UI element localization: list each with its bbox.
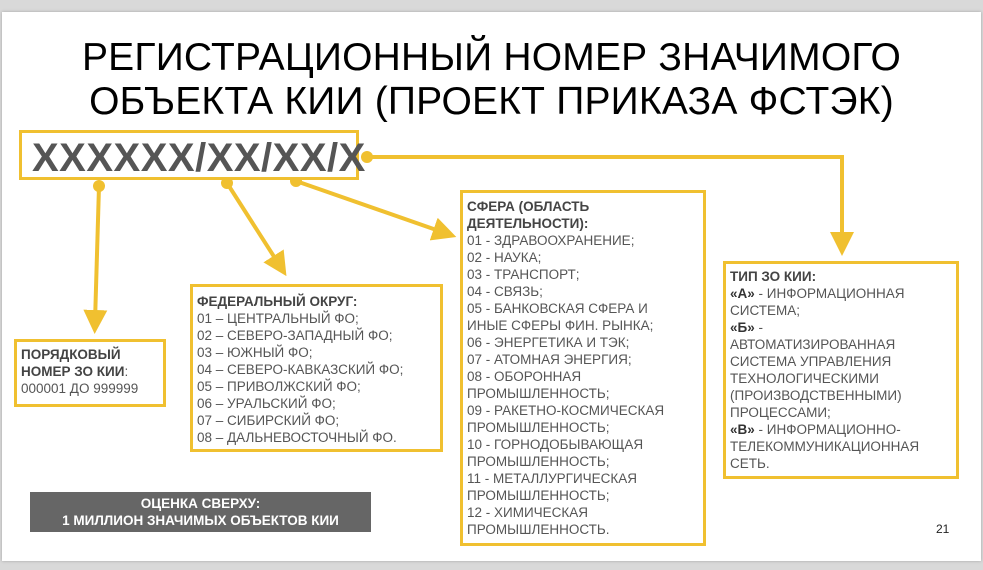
sphere-item: 08 - ОБОРОННАЯ: [467, 369, 582, 384]
type-v-line: СЕТЬ.: [730, 456, 770, 471]
sequence-header-line-1: ПОРЯДКОВЫЙ: [21, 347, 121, 362]
federal-header: ФЕДЕРАЛЬНЫЙ ОКРУГ:: [197, 294, 358, 309]
registration-code: XXXXXX/XX/XX/X: [32, 136, 366, 180]
title-line-1: РЕГИСТРАЦИОННЫЙ НОМЕР ЗНАЧИМОГО: [81, 36, 902, 79]
sequence-header-text: НОМЕР ЗО КИИ: [21, 364, 125, 379]
arrow-sphere: [296, 181, 445, 233]
type-v-text: - ИНФОРМАЦИОННО-: [754, 422, 901, 437]
federal-item: 02 – СЕВЕРО-ЗАПАДНЫЙ ФО;: [197, 328, 393, 343]
estimate-line-1: ОЦЕНКА СВЕРХУ:: [140, 496, 261, 511]
type-b-label: «Б»: [730, 320, 755, 335]
sphere-item: ПРОМЫШЛЕННОСТЬ;: [467, 488, 610, 503]
sphere-item: ПРОМЫШЛЕННОСТЬ;: [467, 454, 610, 469]
estimate-line-2: 1 МИЛЛИОН ЗНАЧИМЫХ ОБЪЕКТОВ КИИ: [62, 513, 339, 528]
type-b-line: ТЕХНОЛОГИЧЕСКИМИ: [730, 371, 879, 386]
type-b-line: (ПРОИЗВОДСТВЕННЫМИ): [730, 388, 902, 403]
sphere-item: 04 - СВЯЗЬ;: [467, 284, 543, 299]
estimate-banner: [30, 492, 371, 532]
federal-item: 05 – ПРИВОЛЖСКИЙ ФО;: [197, 379, 361, 394]
type-a-line-1: [730, 285, 952, 302]
arrow-federal: [227, 183, 280, 266]
federal-item: 03 – ЮЖНЫЙ ФО;: [197, 345, 313, 360]
federal-item: 01 – ЦЕНТРАЛЬНЫЙ ФО;: [197, 311, 359, 326]
sphere-item: ИНЫЕ СФЕРЫ ФИН. РЫНКА;: [467, 318, 654, 333]
sequence-header-suffix: :: [124, 364, 129, 379]
sphere-item: ПРОМЫШЛЕННОСТЬ;: [467, 386, 610, 401]
type-a-text: - ИНФОРМАЦИОННАЯ: [754, 286, 905, 301]
sphere-item: 09 - РАКЕТНО-КОСМИЧЕСКАЯ: [467, 403, 665, 418]
registration-code-box: [19, 130, 366, 180]
sphere-item: ПРОМЫШЛЕННОСТЬ;: [467, 420, 610, 435]
type-b-line: ПРОЦЕССАМИ;: [730, 405, 831, 420]
sphere-header-line-1: СФЕРА (ОБЛАСТЬ: [467, 199, 590, 214]
federal-item: 08 – ДАЛЬНЕВОСТОЧНЫЙ ФО.: [197, 430, 397, 445]
federal-item: 07 – СИБИРСКИЙ ФО;: [197, 413, 340, 428]
sphere-item: 05 - БАНКОВСКАЯ СФЕРА И: [467, 301, 648, 316]
sphere-item: 01 - ЗДРАВООХРАНЕНИЕ;: [467, 233, 635, 248]
type-b-line: СИСТЕМА УПРАВЛЕНИЯ: [730, 354, 892, 369]
sphere-item: 03 - ТРАНСПОРТ;: [467, 267, 580, 282]
type-a-line-2: СИСТЕМА;: [730, 303, 801, 318]
type-v-label: «В»: [730, 422, 755, 437]
sphere-item: ПРОМЫШЛЕННОСТЬ.: [467, 522, 610, 537]
object-type-box: [723, 261, 959, 479]
sequence-header-line-2: [21, 363, 159, 380]
type-header: ТИП ЗО КИИ:: [730, 269, 817, 284]
sphere-item: 06 - ЭНЕРГЕТИКА И ТЭК;: [467, 335, 630, 350]
sphere-item: 12 - ХИМИЧЕСКАЯ: [467, 505, 589, 520]
sphere-box: [460, 190, 706, 546]
title-line-2: ОБЪЕКТА КИИ (ПРОЕКТ ПРИКАЗА ФСТЭК): [89, 80, 894, 123]
sphere-item: 11 - МЕТАЛЛУРГИЧЕСКАЯ: [467, 471, 638, 486]
sphere-item: 02 - НАУКА;: [467, 250, 542, 265]
type-b-text: -: [754, 320, 763, 335]
type-b-line: АВТОМАТИЗИРОВАННАЯ: [730, 337, 896, 352]
sequence-range: 000001 ДО 999999: [21, 381, 139, 396]
federal-item: 06 – УРАЛЬСКИЙ ФО;: [197, 396, 336, 411]
sphere-header-line-2: ДЕЯТЕЛЬНОСТИ):: [467, 216, 589, 231]
federal-item: 04 – СЕВЕРО-КАВКАЗСКИЙ ФО;: [197, 362, 404, 377]
arrow-sequence: [95, 186, 99, 322]
sphere-item: 07 - АТОМНАЯ ЭНЕРГИЯ;: [467, 352, 632, 367]
sequence-number-box: [14, 339, 166, 407]
type-b-line-1: [730, 319, 952, 336]
type-a-label: «А»: [730, 286, 755, 301]
federal-district-box: [190, 284, 443, 452]
type-v-line-1: [730, 421, 952, 438]
page-number: 21: [936, 522, 950, 536]
type-v-line: ТЕЛЕКОММУНИКАЦИОННАЯ: [730, 439, 920, 454]
sphere-item: 10 - ГОРНОДОБЫВАЮЩАЯ: [467, 437, 644, 452]
